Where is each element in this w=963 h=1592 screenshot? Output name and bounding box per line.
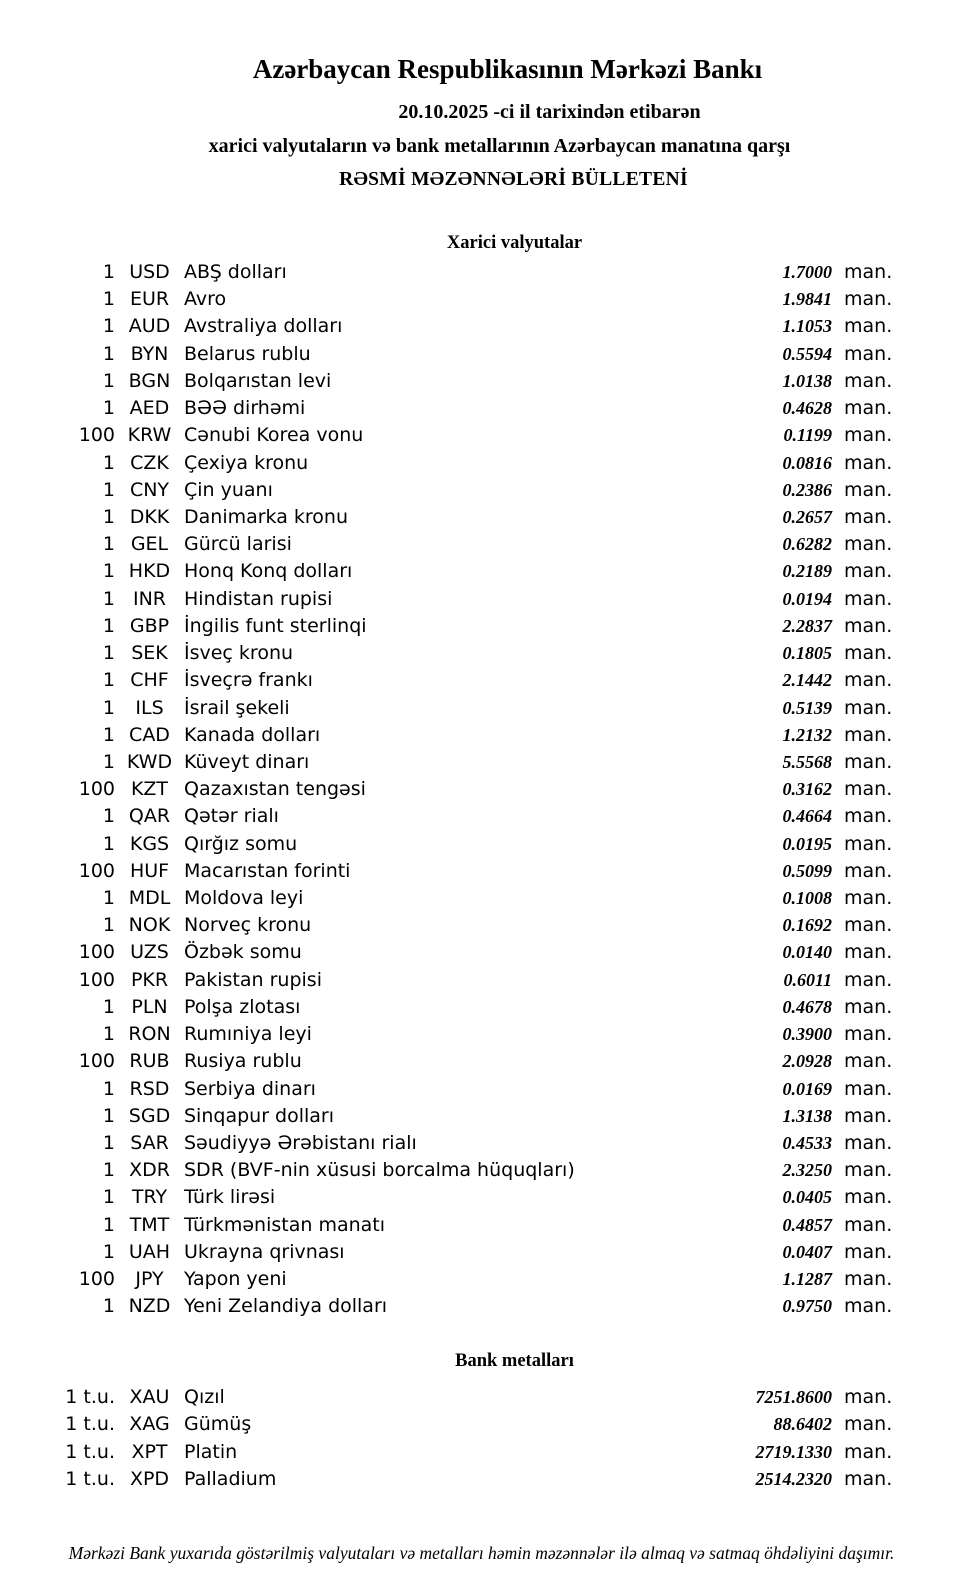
currency-rate: 0.0405 xyxy=(782,1187,832,1208)
currency-row xyxy=(0,722,892,749)
currency-unit-label: man. xyxy=(844,750,893,773)
currency-quantity: 1 xyxy=(102,1240,115,1263)
currency-rate: 1.3138 xyxy=(782,1105,832,1126)
currency-quantity: 1 xyxy=(102,832,115,855)
currency-name: Çexiya kronu xyxy=(184,451,309,474)
currency-code: AUD xyxy=(128,315,171,338)
currency-unit-label: man. xyxy=(844,261,893,283)
currency-name: Kanada dolları xyxy=(184,723,321,746)
metal-code: XAU xyxy=(129,1386,170,1408)
currency-quantity: 1 xyxy=(102,261,115,283)
currency-name: Danimarka kronu xyxy=(184,505,349,528)
metal-rate: 88.6402 xyxy=(773,1414,832,1435)
currency-quantity: 1 xyxy=(102,696,115,719)
currency-rate: 0.1199 xyxy=(783,425,832,446)
footer-note: Mərkəzi Bank yuxarıda göstərilmiş valyutaları və metalları həmin məzənnələr ilə almaq və satmaq öhdəliyini daşımır. xyxy=(68,1543,895,1563)
currency-quantity: 100 xyxy=(78,424,115,447)
currency-name: Hindistan rupisi xyxy=(184,587,333,610)
currency-name: Norveç kronu xyxy=(184,914,312,937)
currency-row xyxy=(0,667,892,694)
currency-quantity: 100 xyxy=(78,941,115,964)
currency-code: DKK xyxy=(129,505,170,528)
currency-code: BGN xyxy=(128,369,171,392)
currency-unit-label: man. xyxy=(844,995,893,1018)
currency-row xyxy=(0,450,892,477)
currency-code: RON xyxy=(128,1023,171,1046)
currency-rate: 0.0407 xyxy=(782,1241,832,1262)
currency-quantity: 1 xyxy=(102,1213,115,1236)
currency-unit-label: man. xyxy=(844,859,893,882)
metal-name: Gümüş xyxy=(184,1413,252,1436)
currency-row xyxy=(0,1130,892,1157)
currency-rate: 0.2189 xyxy=(782,561,832,582)
currency-quantity: 1 xyxy=(102,614,115,637)
currency-row xyxy=(0,994,892,1021)
currency-name: Belarus rublu xyxy=(184,342,311,365)
currency-name: İngilis funt sterlinqi xyxy=(184,614,367,637)
currency-name: Qazaxıstan tengəsi xyxy=(184,778,366,801)
currency-unit-label: man. xyxy=(844,397,893,420)
currency-row xyxy=(0,613,892,640)
currency-code: TMT xyxy=(129,1213,170,1236)
currency-code: CAD xyxy=(129,723,170,746)
currency-row xyxy=(0,313,892,340)
currency-name: Avstraliya dolları xyxy=(184,315,343,338)
currency-rate: 0.5099 xyxy=(782,860,832,881)
currency-quantity: 1 xyxy=(102,560,115,583)
currency-row xyxy=(0,504,892,531)
currency-rate: 1.0138 xyxy=(782,370,832,391)
currency-unit-label: man. xyxy=(844,315,893,338)
currency-row xyxy=(0,1266,892,1293)
currency-row xyxy=(0,695,892,722)
currency-rate: 0.0169 xyxy=(782,1078,832,1099)
currency-name: Qırğız somu xyxy=(184,832,298,855)
currency-name: Sinqapur dolları xyxy=(184,1104,335,1127)
metal-name: Platin xyxy=(184,1440,238,1463)
currency-unit-label: man. xyxy=(844,1159,893,1182)
currency-name: Çin yuanı xyxy=(184,478,273,501)
currency-code: HKD xyxy=(128,560,171,583)
currency-row xyxy=(0,1239,892,1266)
currency-name: Özbək somu xyxy=(184,941,302,964)
currency-code: ILS xyxy=(135,696,164,719)
metal-unit-label: man. xyxy=(844,1440,893,1463)
currency-name: Polşa zlotası xyxy=(184,995,301,1018)
currency-quantity: 1 xyxy=(102,669,115,692)
currency-row xyxy=(0,1103,892,1130)
currency-code: RSD xyxy=(129,1077,170,1100)
currency-quantity: 1 xyxy=(102,1023,115,1046)
currency-rate: 0.0194 xyxy=(782,588,832,609)
currency-unit-label: man. xyxy=(844,342,893,365)
currency-quantity: 100 xyxy=(78,968,115,991)
currency-rate: 0.6011 xyxy=(783,969,832,990)
currency-row xyxy=(0,531,892,558)
metal-rate: 2514.2320 xyxy=(755,1468,832,1489)
currency-rate: 0.4533 xyxy=(782,1133,832,1153)
currency-code: KGS xyxy=(129,832,170,855)
currency-rate: 2.3250 xyxy=(782,1160,832,1181)
currency-rate: 1.7000 xyxy=(782,262,832,282)
currency-name: İsveçrə frankı xyxy=(184,669,313,692)
currency-rate: 0.5139 xyxy=(782,697,832,718)
currency-unit-label: man. xyxy=(844,505,893,528)
currency-quantity: 1 xyxy=(102,587,115,610)
currency-name: Səudiyyə Ərəbistanı rialı xyxy=(184,1132,417,1154)
metal-name: Palladium xyxy=(184,1467,277,1490)
metal-code: XAG xyxy=(129,1413,170,1436)
currency-quantity: 1 xyxy=(102,995,115,1018)
currency-name: Yapon yeni xyxy=(184,1268,287,1291)
metal-code: XPT xyxy=(131,1440,168,1463)
currency-unit-label: man. xyxy=(844,424,893,447)
currency-name: Serbiya dinarı xyxy=(184,1077,316,1100)
currency-code: CHF xyxy=(130,669,169,692)
currency-unit-label: man. xyxy=(844,1186,893,1209)
currency-quantity: 1 xyxy=(102,914,115,937)
metal-row xyxy=(0,1384,892,1411)
currency-code: CZK xyxy=(130,451,169,474)
currency-code: AED xyxy=(129,397,170,420)
metal-quantity: 1 t.u. xyxy=(65,1467,115,1490)
currency-row xyxy=(0,586,892,613)
currency-quantity: 1 xyxy=(102,805,115,828)
currency-code: USD xyxy=(129,261,170,283)
currency-name: İsveç kronu xyxy=(184,642,294,665)
currency-quantity: 100 xyxy=(78,778,115,801)
subject-line: xarici valyutaların və bank metallarının Azərbaycan manatına qarşı xyxy=(208,135,791,157)
metal-row xyxy=(0,1466,892,1493)
currency-quantity: 100 xyxy=(78,1268,115,1291)
currency-rate: 0.5594 xyxy=(782,343,832,364)
currency-row xyxy=(0,558,892,585)
currency-row xyxy=(0,939,892,966)
currency-row xyxy=(0,1157,892,1184)
currency-quantity: 1 xyxy=(102,315,115,338)
currency-quantity: 1 xyxy=(102,642,115,665)
metal-code: XPD xyxy=(129,1467,170,1490)
currency-name: SDR (BVF-nin xüsusi borcalma hüquqları) xyxy=(184,1159,575,1182)
currency-row xyxy=(0,368,892,395)
currency-code: INR xyxy=(132,587,167,610)
metals-section-heading: Bank metalları xyxy=(455,1351,574,1371)
currency-unit-label: man. xyxy=(844,533,893,556)
currency-unit-label: man. xyxy=(844,669,893,692)
metal-rate: 7251.8600 xyxy=(755,1387,832,1407)
currency-name: Rumıniya leyi xyxy=(184,1023,312,1046)
currency-unit-label: man. xyxy=(844,1077,893,1100)
metal-quantity: 1 t.u. xyxy=(65,1413,115,1436)
currency-unit-label: man. xyxy=(844,560,893,583)
currency-row xyxy=(0,803,892,830)
currency-name: Avro xyxy=(184,288,227,311)
currency-rate: 0.4664 xyxy=(782,806,832,827)
currency-quantity: 1 xyxy=(102,505,115,528)
currency-row xyxy=(0,1212,892,1239)
currency-unit-label: man. xyxy=(844,968,893,991)
currency-code: SGD xyxy=(128,1104,171,1127)
currency-name: ABŞ dolları xyxy=(184,261,287,283)
currency-row xyxy=(0,422,892,449)
currency-rate: 0.0195 xyxy=(782,833,832,854)
metal-unit-label: man. xyxy=(844,1413,893,1436)
currency-row xyxy=(0,912,892,939)
currency-unit-label: man. xyxy=(844,451,893,474)
currency-name: Yeni Zelandiya dolları xyxy=(184,1295,388,1318)
currency-quantity: 1 xyxy=(102,451,115,474)
currency-code: NOK xyxy=(128,914,171,937)
currency-unit-label: man. xyxy=(844,369,893,392)
metal-quantity: 1 t.u. xyxy=(65,1386,115,1408)
currency-unit-label: man. xyxy=(844,723,893,746)
currency-quantity: 1 xyxy=(102,288,115,311)
currency-rate: 0.4857 xyxy=(782,1214,832,1235)
currency-name: Rusiya rublu xyxy=(184,1050,302,1073)
currency-rate: 1.1287 xyxy=(782,1269,832,1290)
currency-rate: 2.0928 xyxy=(782,1051,832,1072)
metal-row xyxy=(0,1439,892,1466)
currency-rate: 0.3162 xyxy=(782,779,832,800)
currency-unit-label: man. xyxy=(844,1104,893,1127)
currency-unit-label: man. xyxy=(844,914,893,937)
currency-unit-label: man. xyxy=(844,587,893,610)
bank-title: Azərbaycan Respublikasının Mərkəzi Bankı xyxy=(252,54,763,84)
currency-quantity: 1 xyxy=(102,342,115,365)
currency-row xyxy=(0,1184,892,1211)
metals-table xyxy=(0,1384,892,1493)
metal-unit-label: man. xyxy=(844,1386,893,1408)
currency-rate: 1.1053 xyxy=(782,316,832,337)
currency-quantity: 1 xyxy=(102,723,115,746)
currency-code: SAR xyxy=(130,1132,169,1154)
currency-code: KZT xyxy=(130,778,169,801)
currency-name: Bolqarıstan levi xyxy=(184,369,332,392)
currency-rate: 0.0816 xyxy=(782,452,832,473)
currency-name: Türkmənistan manatı xyxy=(184,1213,386,1236)
currency-quantity: 1 xyxy=(102,397,115,420)
currency-row xyxy=(0,341,892,368)
currency-rate: 0.1805 xyxy=(782,643,832,664)
currency-row xyxy=(0,395,892,422)
currency-rate: 0.2657 xyxy=(782,506,832,527)
currencies-table xyxy=(0,259,892,1321)
currency-name: Küveyt dinarı xyxy=(184,750,310,773)
currency-unit-label: man. xyxy=(844,778,893,801)
currency-rate: 1.9841 xyxy=(782,289,832,310)
currency-row xyxy=(0,1048,892,1075)
currency-unit-label: man. xyxy=(844,1213,893,1236)
currency-unit-label: man. xyxy=(844,1295,893,1318)
currency-unit-label: man. xyxy=(844,1240,893,1263)
currency-unit-label: man. xyxy=(844,1023,893,1046)
currency-rate: 0.6282 xyxy=(782,534,832,555)
currency-code: BYN xyxy=(130,342,169,365)
currency-unit-label: man. xyxy=(844,805,893,828)
currency-code: PLN xyxy=(131,995,168,1018)
currency-rate: 0.1008 xyxy=(782,888,832,909)
currency-quantity: 1 xyxy=(102,1104,115,1127)
currency-row xyxy=(0,749,892,776)
metal-rate: 2719.1330 xyxy=(755,1441,832,1462)
currency-code: TRY xyxy=(131,1186,168,1209)
currency-name: Gürcü larisi xyxy=(184,533,292,556)
currency-code: UAH xyxy=(128,1240,171,1263)
currency-code: QAR xyxy=(128,805,171,828)
currency-name: Pakistan rupisi xyxy=(184,968,322,991)
currency-quantity: 1 xyxy=(102,1159,115,1182)
currency-rate: 0.0140 xyxy=(782,942,832,963)
currency-rate: 0.4678 xyxy=(782,996,832,1017)
bulletin-title: RƏSMİ MƏZƏNNƏLƏRİ BÜLLETENİ xyxy=(339,169,688,190)
currency-rate: 0.4628 xyxy=(782,398,832,419)
effective-date-line: 20.10.2025 -ci il tarixindən etibarən xyxy=(398,101,701,123)
currency-rate: 2.2837 xyxy=(782,615,832,636)
currency-code: PKR xyxy=(130,968,169,991)
currency-code: GBP xyxy=(129,614,170,637)
currency-row xyxy=(0,259,892,286)
currency-name: Türk lirəsi xyxy=(184,1186,276,1209)
currency-code: EUR xyxy=(129,288,170,311)
currency-rate: 5.5568 xyxy=(782,751,832,772)
currency-code: GEL xyxy=(130,533,169,556)
currency-unit-label: man. xyxy=(844,614,893,637)
metal-name: Qızıl xyxy=(184,1386,225,1408)
currency-code: MDL xyxy=(128,887,171,910)
currency-row xyxy=(0,831,892,858)
currency-quantity: 100 xyxy=(78,859,115,882)
currency-quantity: 1 xyxy=(102,1186,115,1209)
currency-unit-label: man. xyxy=(844,288,893,311)
currency-unit-label: man. xyxy=(844,1050,893,1073)
currency-rate: 1.2132 xyxy=(782,724,832,745)
currency-name: Honq Konq dolları xyxy=(184,560,353,583)
currencies-section-heading: Xarici valyutalar xyxy=(446,233,583,253)
currency-row xyxy=(0,1293,892,1320)
currency-quantity: 1 xyxy=(102,750,115,773)
currency-quantity: 1 xyxy=(102,887,115,910)
currency-unit-label: man. xyxy=(844,642,893,665)
currency-code: KRW xyxy=(127,424,172,447)
currency-name: Qətər rialı xyxy=(184,805,279,828)
currency-name: Cənubi Korea vonu xyxy=(184,424,364,447)
currency-unit-label: man. xyxy=(844,941,893,964)
currency-row xyxy=(0,1021,892,1048)
currency-row xyxy=(0,1076,892,1103)
currency-code: RUB xyxy=(129,1050,170,1073)
currency-name: Ukrayna qrivnası xyxy=(184,1240,345,1263)
metal-quantity: 1 t.u. xyxy=(65,1440,115,1463)
currency-code: XDR xyxy=(129,1159,170,1182)
currency-row xyxy=(0,477,892,504)
currency-unit-label: man. xyxy=(844,832,893,855)
currency-code: UZS xyxy=(130,941,169,964)
currency-quantity: 1 xyxy=(102,1077,115,1100)
currency-row xyxy=(0,858,892,885)
currency-quantity: 1 xyxy=(102,369,115,392)
currency-rate: 0.2386 xyxy=(782,479,832,500)
currency-quantity: 1 xyxy=(102,1295,115,1318)
currency-rate: 2.1442 xyxy=(782,670,832,691)
metal-unit-label: man. xyxy=(844,1467,893,1490)
currency-code: CNY xyxy=(129,478,170,501)
currency-quantity: 1 xyxy=(102,478,115,501)
currency-unit-label: man. xyxy=(844,1132,893,1154)
currency-row xyxy=(0,640,892,667)
currency-unit-label: man. xyxy=(844,887,893,910)
currency-code: SEK xyxy=(131,642,168,665)
currency-row xyxy=(0,776,892,803)
currency-name: Moldova leyi xyxy=(184,887,304,910)
currency-code: KWD xyxy=(126,750,173,773)
currency-row xyxy=(0,885,892,912)
currency-unit-label: man. xyxy=(844,696,893,719)
currency-name: BƏƏ dirhəmi xyxy=(184,397,306,420)
currency-code: NZD xyxy=(128,1295,171,1318)
metal-row xyxy=(0,1411,892,1438)
currency-quantity: 100 xyxy=(78,1050,115,1073)
currency-rate: 0.9750 xyxy=(782,1296,832,1317)
currency-quantity: 1 xyxy=(102,533,115,556)
currency-name: Macarıstan forinti xyxy=(184,859,351,882)
currency-name: İsrail şekeli xyxy=(184,696,290,719)
currency-rate: 0.3900 xyxy=(782,1024,832,1045)
currency-unit-label: man. xyxy=(844,478,893,501)
currency-code: HUF xyxy=(129,859,170,882)
currency-row xyxy=(0,286,892,313)
currency-rate: 0.1692 xyxy=(782,915,832,936)
currency-row xyxy=(0,967,892,994)
currency-code: JPY xyxy=(135,1268,164,1291)
currency-quantity: 1 xyxy=(102,1132,115,1154)
currency-unit-label: man. xyxy=(844,1268,893,1291)
